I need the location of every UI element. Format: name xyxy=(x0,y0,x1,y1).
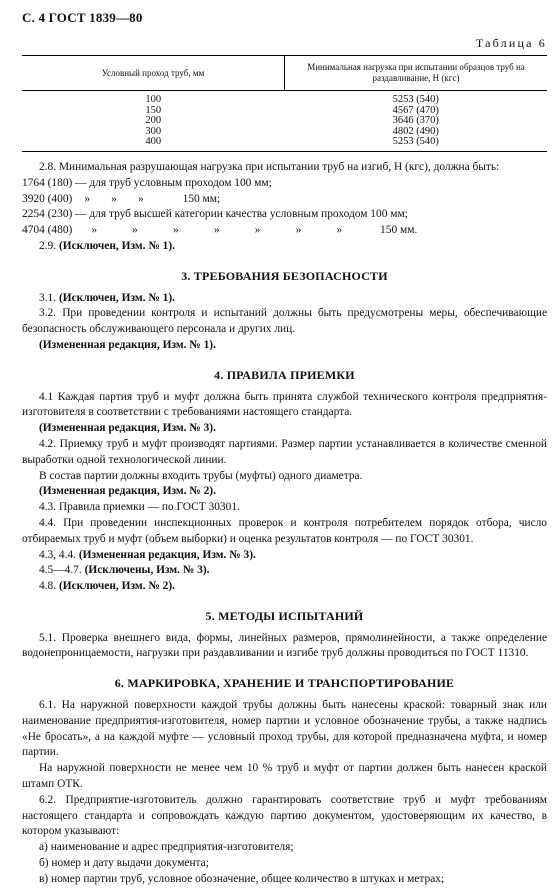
table-cell-diameter: 150 xyxy=(145,104,162,116)
amendment-note: (Измененная редакция, Изм. № 2). xyxy=(39,485,216,498)
paragraph-6-1: 6.1. На наружной поверхности каждой трубы должны быть нанесены краской: товарный знак или наименование предприятия-изготовителя, номер партии и условное обозначение трубы, а также надпись «Не бросать», а на каждой муфте — условный проход трубы, для которой предназначена муфта, и номер партии. xyxy=(22,699,547,759)
section-6-title: 6. МАРКИРОВКА, ХРАНЕНИЕ И ТРАНСПОРТИРОВАНИЕ xyxy=(114,676,455,691)
table-cell-diameter: 200 xyxy=(145,115,162,127)
ditto-mark: » xyxy=(295,224,302,237)
line4-load: 4704 (480) xyxy=(22,224,73,237)
paragraph-2-9: 2.9. (Исключен, Изм. № 1). xyxy=(39,239,175,252)
list-item: б) номер и дату выдачи документа; xyxy=(39,857,209,870)
amendment-note: (Измененная редакция, Изм. № 3). xyxy=(39,422,216,435)
ditto-mark: » xyxy=(84,192,91,205)
table-cell-diameter: 100 xyxy=(145,94,162,105)
table-bottom-rule xyxy=(22,151,547,152)
paragraph-2-8-line3: 2254 (230) — для труб высшей категории качества условным проходом 100 мм; xyxy=(22,208,408,221)
paragraph-4-3: 4.3. Правила приемки — по ГОСТ 30301. xyxy=(39,501,240,514)
paragraph-2-8-line2 xyxy=(22,192,547,208)
paragraph-6-2: 6.2. Предприятие-изготовитель должно гарантировать соответствие труб и муфт требованиям настоящего стандарта и сопровождать каждую партию документом, удостоверяющим их качество, в котором указывают: xyxy=(22,793,547,838)
table-cell-load: 4802 (490) xyxy=(392,125,439,137)
amendment-note: (Измененная редакция, Изм. № 1). xyxy=(39,338,216,351)
table-cell-load: 3646 (370) xyxy=(392,115,439,127)
paragraph-2-8-line1: 1764 (180) — для труб условным проходом 100 мм; xyxy=(22,176,272,189)
load-table xyxy=(22,55,547,148)
table-row xyxy=(22,116,547,127)
list-item: а) наименование и адрес предприятия-изготовителя; xyxy=(39,841,294,854)
table-row xyxy=(22,137,547,148)
paragraph-4-2b: В состав партии должны входить трубы (муфты) одного диаметра. xyxy=(39,469,363,482)
ditto-mark: » xyxy=(254,224,261,237)
table-header-diameter: Условный проход труб, мм xyxy=(22,56,285,91)
document-page xyxy=(22,8,547,888)
table-cell-diameter: 400 xyxy=(145,136,162,148)
paragraph-4-5-7: 4.5—4.7. (Исключены, Изм. № 3). xyxy=(39,564,210,577)
paragraph-4-8: 4.8. (Исключен, Изм. № 2). xyxy=(39,580,175,593)
paragraph-6-1b: На наружной поверхности не менее чем 10 % труб и муфт от партии должен быть нанесен краской штамп ОТК. xyxy=(22,762,547,791)
paragraph-4-4: 4.4. При проведении инспекционных проверок и контроля потребителем порядок отбора, число отбираемых труб и муфт (объем выборки) и оценка результатов контроля — по ГОСТ 30301. xyxy=(22,516,547,545)
table-header-load: Минимальная нагрузка при испытании образцов труб на раздавливание, Н (кгс) xyxy=(285,56,548,91)
table-cell-load: 4567 (470) xyxy=(392,104,439,116)
section-4-title: 4. ПРАВИЛА ПРИЕМКИ xyxy=(214,367,355,382)
page-header: С. 4 ГОСТ 1839—80 xyxy=(22,10,143,25)
paragraph-4-2: 4.2. Приемку труб и муфт производят партиями. Размер партии устанавливается в количестве сменной выработки одной технологической линии. xyxy=(22,437,547,466)
paragraph-3-1: 3.1. (Исключен, Изм. № 1). xyxy=(39,291,175,304)
ditto-mark: » xyxy=(173,224,179,237)
table-title: Таблица 6 xyxy=(475,36,547,50)
ditto-mark: » xyxy=(111,192,117,205)
paragraph-5-1: 5.1. Проверка внешнего вида, формы, линейных размеров, прямолинейности, а также определение водонепроницаемости, нагрузки при раздавливании и изгибе труб должны проводиться по ГОСТ 11310. xyxy=(22,631,547,660)
document-body xyxy=(22,160,547,888)
table-cell-diameter: 300 xyxy=(145,125,162,137)
section-5-title: 5. МЕТОДЫ ИСПЫТАНИЙ xyxy=(205,608,364,623)
ditto-mark: » xyxy=(213,224,220,237)
table-row xyxy=(22,106,547,117)
paragraph-2-8-line4 xyxy=(22,223,547,239)
paragraph-4-1: 4.1 Каждая партия труб и муфт должна быть принята службой технического контроля предприятия-изготовителя в соответствии с требованиями настоящего стандарта. xyxy=(22,390,547,419)
ditto-mark: » xyxy=(132,224,138,237)
line2-diameter: 150 мм; xyxy=(182,192,221,205)
table-row xyxy=(22,127,547,138)
line4-diameter: 150 мм. xyxy=(380,224,418,237)
ditto-mark: » xyxy=(91,224,98,237)
table-cell-load: 5253 (540) xyxy=(392,136,439,148)
line2-load: 3920 (400) xyxy=(22,192,73,205)
quality-doc-list xyxy=(22,840,547,887)
paragraph-3-2: 3.2. При проведении контроля и испытаний должны быть предусмотрены меры, обеспечивающие безопасность обслуживающего персонала и других лиц. xyxy=(22,307,547,336)
ditto-mark: » xyxy=(138,192,144,205)
table-row xyxy=(22,91,547,106)
paragraph-2-8: 2.8. Минимальная разрушающая нагрузка при испытании труб на изгиб, Н (кгс), должна быть: xyxy=(39,160,500,173)
section-3-title: 3. ТРЕБОВАНИЯ БЕЗОПАСНОСТИ xyxy=(181,268,388,283)
paragraph-4-3-4-note: 4.3, 4.4. (Измененная редакция, Изм. № 3). xyxy=(39,548,256,561)
list-item: в) номер партии труб, условное обозначение, общее количество в штуках и метрах; xyxy=(39,872,445,885)
table-cell-load: 5253 (540) xyxy=(392,94,439,105)
ditto-mark: » xyxy=(336,224,343,237)
